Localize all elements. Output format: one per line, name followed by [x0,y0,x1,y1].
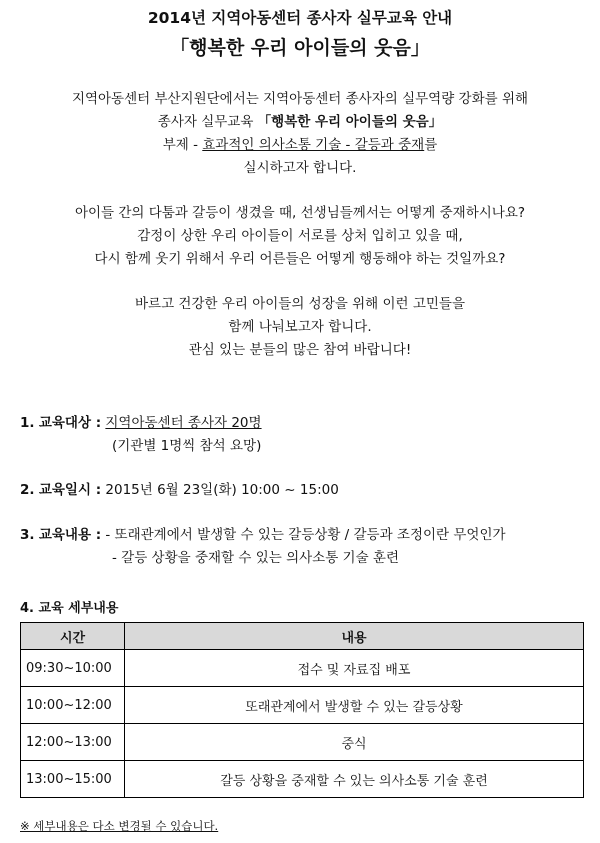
detail-heading: 4. 교육 세부내용 [20,601,119,616]
program-name: 「행복한 우리 아이들의 웃음」 [257,114,443,130]
row-content: 접수 및 자료집 배포 [125,650,584,687]
row-time: 13:00~15:00 [21,761,125,798]
item-content [20,524,506,570]
question-paragraph [0,202,600,271]
item-date-value: 2015년 6월 23일(화) 10:00 ~ 15:00 [105,482,339,498]
invitation-line-1: 바르고 건강한 우리 아이들의 성장을 위해 이런 고민들을 [135,296,465,312]
item-content-line-1: - 또래관계에서 발생할 수 있는 갈등상황 / 갈등과 조정이란 무엇인가 [105,527,506,543]
item-content-label: 교육내용 : [38,527,102,543]
row-time: 10:00~12:00 [21,687,125,724]
invitation-paragraph [0,293,600,362]
intro-line-4: 실시하고자 합니다. [243,160,357,176]
item-target [20,412,262,458]
intro-line-3-suffix: 를 [424,137,438,153]
intro-line-2-prefix: 종사자 실무교육 [157,114,258,130]
intro-line-3 [0,134,600,157]
row-content: 중식 [125,724,584,761]
intro-line-3-prefix: 부제 - [162,137,203,153]
program-subtitle: 효과적인 의사소통 기술 - 갈등과 중재 [202,137,425,153]
row-content: 또래관계에서 발생할 수 있는 갈등상황 [125,687,584,724]
schedule-header-row [21,623,584,650]
header-time: 시간 [21,623,125,650]
question-line-3: 다시 함께 웃기 위해서 우리 어른들은 어떻게 행동해야 하는 것일까요? [94,251,506,267]
header-content: 내용 [125,623,584,650]
item-target-label: 교육대상 : [38,415,102,431]
question-line-1: 아이들 간의 다툼과 갈등이 생겼을 때, 선생님들께서는 어떻게 중재하시나요? [74,205,526,221]
row-content: 갈등 상황을 중재할 수 있는 의사소통 기술 훈련 [125,761,584,798]
item-date [20,479,339,502]
intro-line-1: 지역아동센터 부산지원단에서는 지역아동센터 종사자의 실무역량 강화를 위해 [71,91,529,107]
item-date-number: 2. [20,482,35,498]
row-time: 12:00~13:00 [21,724,125,761]
question-line-2: 감정이 상한 우리 아이들이 서로를 상처 입히고 있을 때, [137,228,463,244]
item-content-number: 3. [20,527,35,543]
item-target-note: (기관별 1명씩 참석 요망) [112,438,262,454]
intro-line-2 [0,111,600,134]
item-date-label: 교육일시 : [38,482,102,498]
document-subtitle: 「행복한 우리 아이들의 웃음」 [170,37,430,59]
item-content-line-2: - 갈등 상황을 중재할 수 있는 의사소통 기술 훈련 [112,550,399,566]
item-target-value: 지역아동센터 종사자 20명 [105,415,262,431]
table-row [21,650,584,687]
table-row [21,687,584,724]
row-time: 09:30~10:00 [21,650,125,687]
intro-paragraph [0,88,600,180]
schedule-table [20,622,584,798]
change-notice: ※ 세부내용은 다소 변경될 수 있습니다. [20,819,219,833]
invitation-line-2: 함께 나눠보고자 합니다. [228,319,372,335]
table-row [21,724,584,761]
invitation-line-3: 관심 있는 분들의 많은 참여 바랍니다! [188,342,412,358]
item-target-number: 1. [20,415,35,431]
table-row [21,761,584,798]
document-title: 2014년 지역아동센터 종사자 실무교육 안내 [147,9,453,27]
